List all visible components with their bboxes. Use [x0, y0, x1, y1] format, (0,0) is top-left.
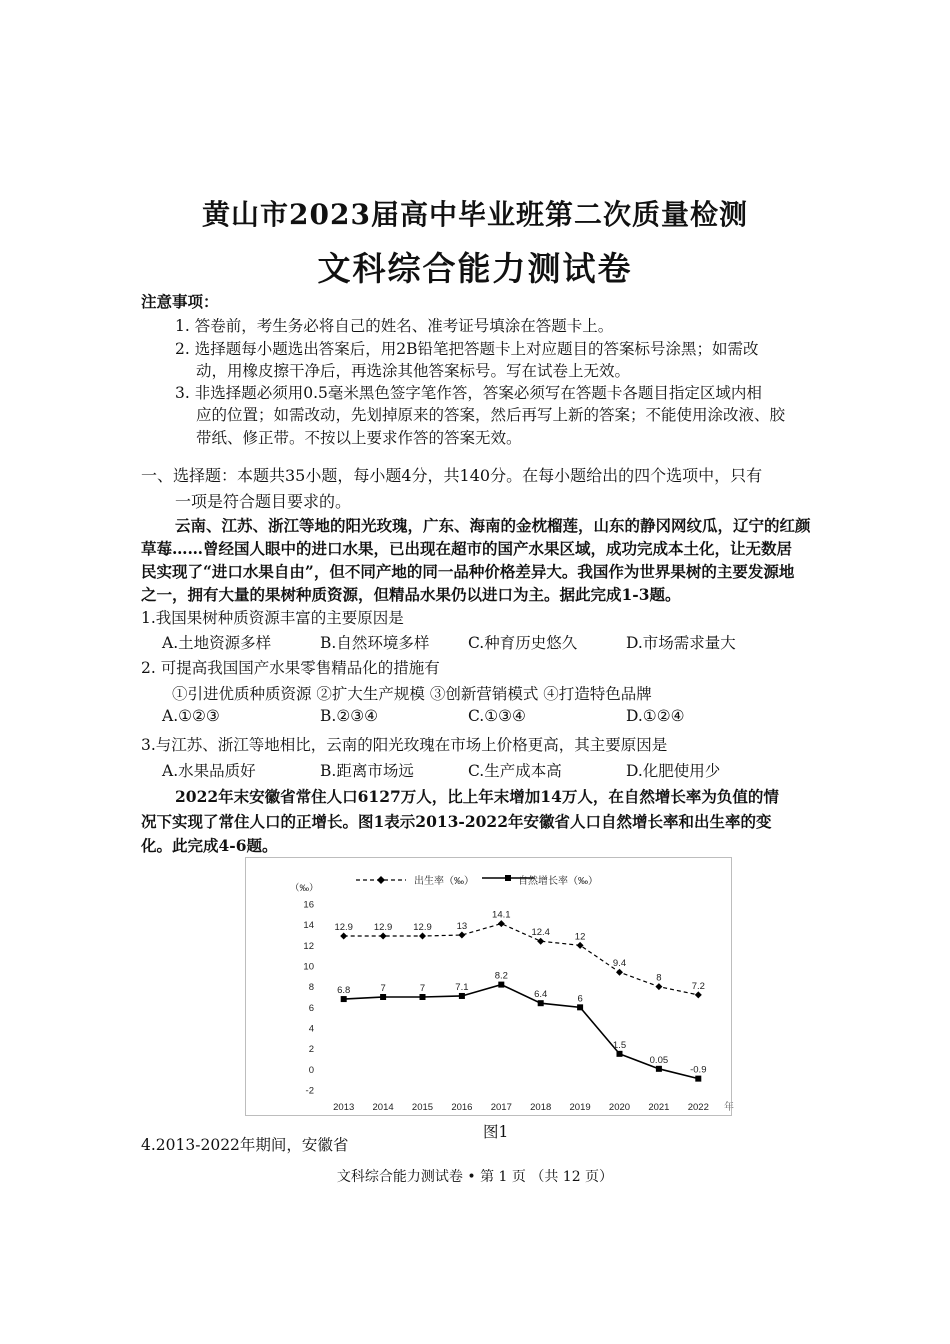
birth-rate-data-label: 12.9	[413, 922, 432, 934]
q1-option-a: A.土地资源多样	[162, 634, 272, 652]
x-tick-label: 2020	[608, 1102, 631, 1113]
passage1-line-3: 民实现了“进口水果自由”，但不同产地的同一品种价格差异大。我国作为世界果树的主要发源地	[141, 562, 795, 581]
figure-1-chart	[245, 857, 732, 1116]
natural-growth-data-label: 7	[419, 983, 426, 994]
natural-growth-line	[344, 985, 699, 1079]
natural-growth-data-label: 8.2	[494, 970, 508, 982]
y-axis-unit: （‰）	[290, 883, 319, 894]
birth-rate-data-label: 7.2	[691, 980, 705, 992]
birth-rate-data-label: 12	[574, 931, 586, 943]
birth-rate-data-label: 13	[456, 921, 468, 932]
passage1-line-2: 草莓……曾经国人眼中的进口水果，已出现在超市的国产水果区域，成功完成本土化，让无数居	[141, 539, 793, 558]
passage1-line-4: 之一，拥有大量的果树种质资源，但精品水果仍以进口为主。据此完成1-3题。	[141, 585, 681, 604]
question-4-stem: 4.2013-2022年期间，安徽省	[141, 1136, 349, 1154]
q3-option-d: D.化肥使用少	[626, 762, 721, 780]
q3-option-a: A.水果品质好	[162, 762, 256, 780]
notice-line-2-cont: 动，用橡皮擦干净后，再选涂其他答案标号。写在试卷上无效。	[196, 362, 631, 380]
birth-rate-point	[340, 933, 347, 940]
birth-rate-data-label: 8	[656, 972, 662, 984]
birth-rate-data-label: 12.9	[373, 922, 393, 934]
natural-growth-point	[380, 994, 386, 1000]
natural-growth-data-label: -0.9	[690, 1064, 707, 1076]
q2-option-d: D.①②④	[626, 707, 685, 725]
natural-growth-data-label: 6.4	[534, 989, 548, 1001]
birth-rate-point	[537, 938, 544, 945]
birth-rate-data-label: 12.4	[531, 927, 550, 939]
exam-title: 黄山市2023届高中毕业班第二次质量检测	[202, 198, 748, 231]
x-tick-label: 2014	[372, 1102, 394, 1113]
legend-marker-birth-rate	[377, 876, 385, 884]
birth-rate-point	[498, 920, 505, 927]
question-1-stem: 1.我国果树种质资源丰富的主要原因是	[141, 609, 404, 627]
notice-line-3: 3. 非选择题必须用0.5毫米黑色签字笔作答，答案必须写在答题卡各题目指定区域内相	[175, 384, 762, 402]
y-tick-label: 10	[303, 961, 314, 973]
x-tick-label: 2016	[451, 1102, 473, 1113]
birth-rate-point	[616, 969, 623, 976]
birth-rate-data-label: 12.9	[334, 922, 353, 934]
y-tick-label: 12	[303, 940, 314, 952]
natural-growth-point	[617, 1051, 623, 1057]
x-tick-label: 2018	[530, 1102, 552, 1113]
y-tick-label: 4	[308, 1023, 314, 1035]
natural-growth-data-label: 6.8	[337, 985, 351, 997]
natural-growth-point	[459, 993, 465, 999]
q1-option-c: C.种育历史悠久	[468, 634, 578, 652]
passage1-line-1: 云南、江苏、浙江等地的阳光玫瑰，广东、海南的金枕榴莲，山东的静冈网纹瓜，辽宁的红颜	[175, 516, 811, 535]
q2-option-c: C.①③④	[468, 707, 526, 725]
natural-growth-point	[656, 1066, 662, 1072]
x-tick-label: 2021	[648, 1102, 670, 1113]
natural-growth-point	[498, 982, 504, 988]
notice-line-1: 1. 答卷前，考生务必将自己的姓名、准考证号填涂在答题卡上。	[175, 317, 614, 335]
x-tick-label: 2017	[490, 1102, 512, 1113]
q2-choices: ①引进优质种质资源 ②扩大生产规模 ③创新营销模式 ④打造特色品牌	[172, 685, 652, 703]
q3-option-b: B.距离市场远	[320, 762, 414, 780]
natural-growth-point	[341, 996, 347, 1002]
birth-rate-data-label: 9.4	[612, 958, 627, 970]
y-tick-label: 8	[308, 982, 314, 994]
legend-marker-natural-growth	[505, 875, 511, 881]
natural-growth-point	[695, 1076, 701, 1082]
x-axis-unit: 年	[724, 1102, 734, 1113]
y-tick-label: 14	[303, 920, 314, 932]
legend-label-birth-rate: 出生率（‰）	[414, 876, 474, 887]
notice-line-2: 2. 选择题每小题选出答案后，用2B铅笔把答题卡上对应题目的答案标号涂黑；如需改	[175, 340, 759, 358]
q3-option-c: C.生产成本高	[468, 762, 562, 780]
natural-growth-data-label: 7.1	[455, 981, 469, 993]
natural-growth-data-label: 1.5	[612, 1039, 627, 1051]
natural-growth-data-label: 6	[577, 993, 583, 1005]
natural-growth-point	[420, 994, 426, 1000]
y-tick-label: 2	[308, 1044, 314, 1056]
notice-heading: 注意事项：	[141, 292, 219, 311]
y-tick-label: 6	[308, 1002, 314, 1014]
x-tick-label: 2019	[569, 1102, 591, 1113]
x-tick-label: 2022	[687, 1102, 709, 1113]
birth-rate-point	[419, 933, 426, 940]
legend-label-natural-growth: 自然增长率（‰）	[518, 876, 598, 887]
notice-line-3-cont: 应的位置；如需改动，先划掉原来的答案，然后再写上新的答案；不能使用涂改液、胶	[196, 406, 786, 424]
natural-growth-data-label: 0.05	[649, 1054, 669, 1066]
y-tick-label: 16	[303, 899, 314, 911]
q1-option-b: B.自然环境多样	[320, 634, 430, 652]
chart-canvas	[246, 858, 734, 1115]
birth-rate-point	[458, 932, 465, 939]
birth-rate-point	[695, 991, 702, 998]
passage2-line-2: 况下实现了常住人口的正增长。图1表示2013-2022年安徽省人口自然增长率和出生率的变	[141, 812, 772, 831]
natural-growth-point	[538, 1000, 544, 1006]
passage2-line-1: 2022年末安徽省常住人口6127万人，比上年末增加14万人，在自然增长率为负值的情	[175, 787, 779, 806]
q2-option-a: A.①②③	[162, 707, 220, 725]
q2-option-b: B.②③④	[320, 707, 379, 725]
natural-growth-point	[577, 1004, 583, 1010]
birth-rate-point	[577, 942, 584, 949]
exam-subtitle: 文科综合能力测试卷	[317, 249, 633, 288]
y-tick-label: 0	[308, 1064, 314, 1076]
question-3-stem: 3.与江苏、浙江等地相比，云南的阳光玫瑰在市场上价格更高，其主要原因是	[141, 736, 668, 754]
figure-caption: 图1	[483, 1123, 509, 1141]
birth-rate-point	[655, 983, 662, 990]
section-heading: 一、选择题：本题共35小题，每小题4分，共140分。在每小题给出的四个选项中，只有	[141, 466, 763, 485]
x-tick-label: 2013	[333, 1102, 355, 1113]
x-tick-label: 2015	[411, 1102, 434, 1113]
birth-rate-data-label: 14.1	[492, 909, 511, 921]
notice-line-3-cont2: 带纸、修正带。不按以上要求作答的答案无效。	[196, 429, 522, 447]
birth-rate-point	[380, 933, 387, 940]
section-heading-cont: 一项是符合题目要求的。	[175, 492, 352, 511]
page-footer: 文科综合能力测试卷 • 第 1 页 （共 12 页）	[336, 1169, 614, 1185]
birth-rate-line	[344, 924, 699, 995]
q1-option-d: D.市场需求量大	[626, 634, 736, 652]
natural-growth-data-label: 7	[380, 983, 386, 994]
question-2-stem: 2. 可提高我国国产水果零售精品化的措施有	[141, 659, 440, 677]
passage2-line-3: 化。此完成4-6题。	[141, 836, 278, 855]
y-tick-label: -2	[305, 1085, 314, 1097]
